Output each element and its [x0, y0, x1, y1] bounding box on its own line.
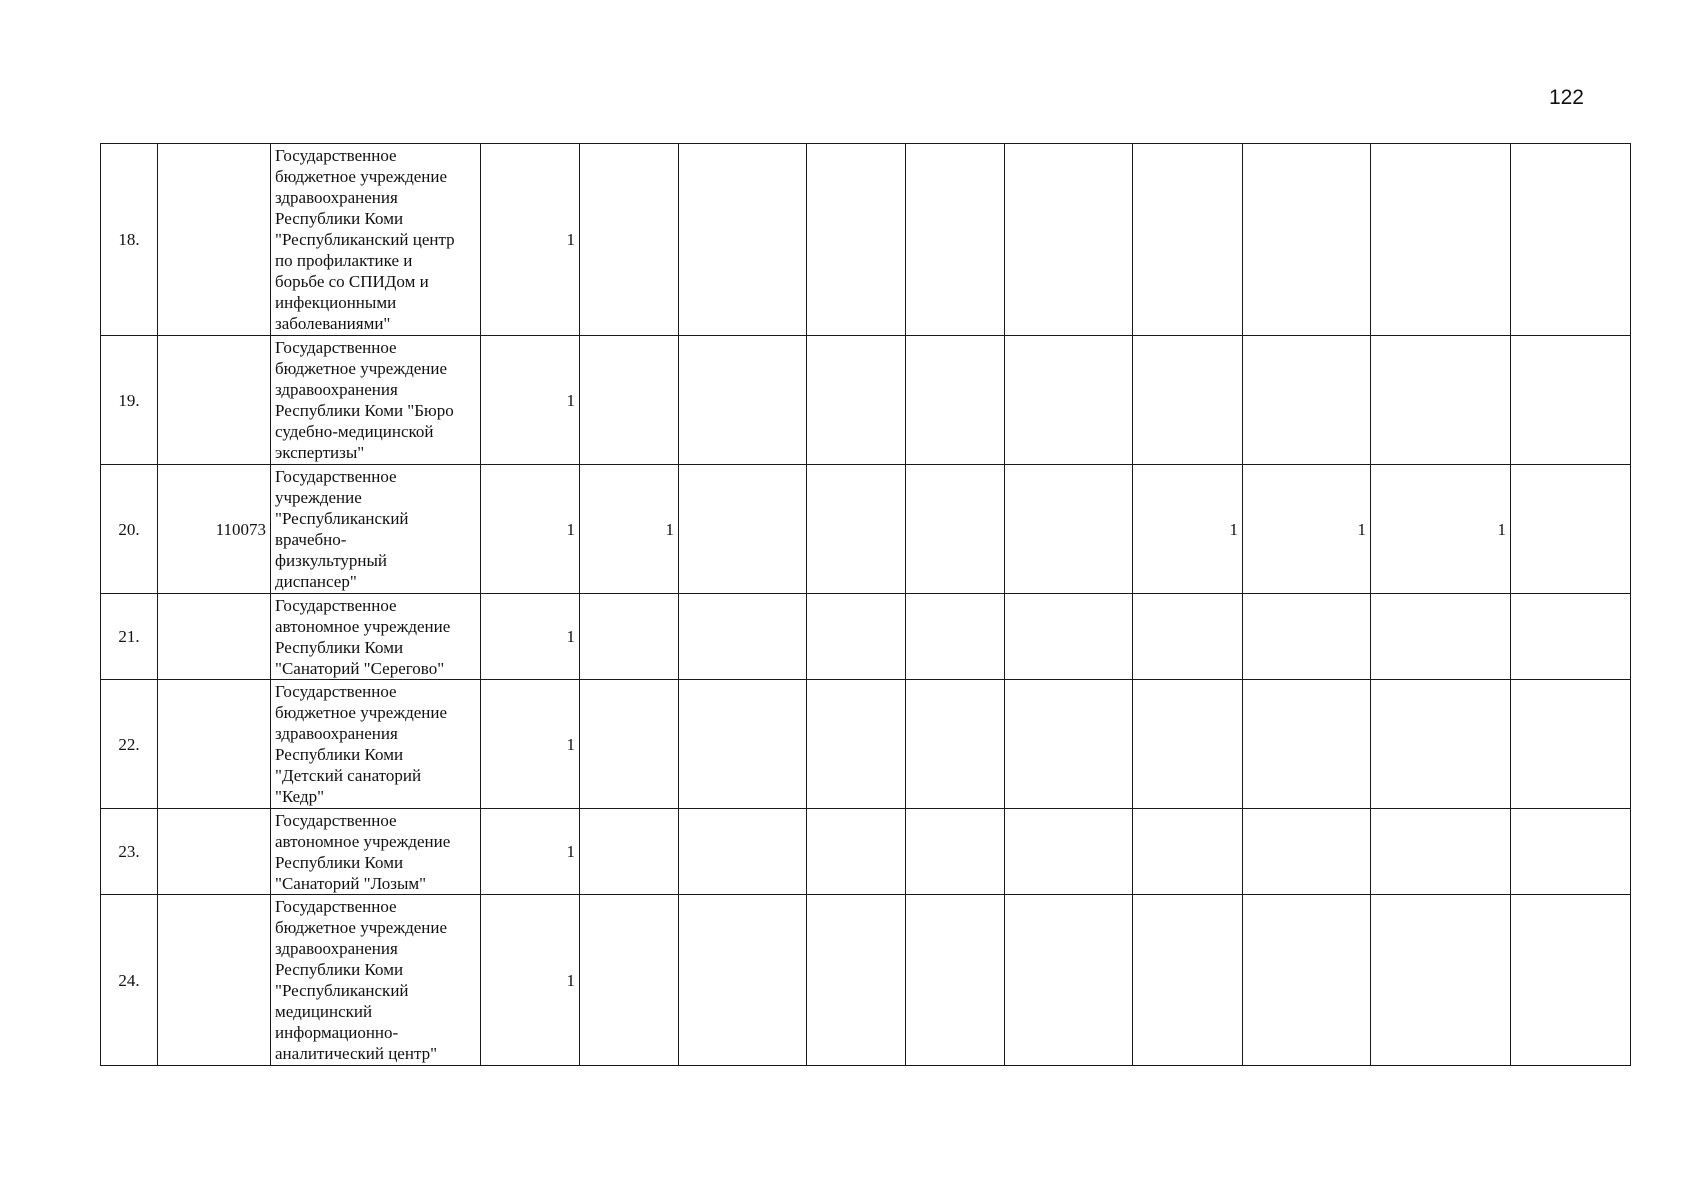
value-cell	[906, 809, 1005, 895]
value-cell	[1133, 680, 1243, 809]
value-cell: 1	[580, 465, 679, 594]
value-cell	[1005, 336, 1133, 465]
value-cell	[1005, 895, 1133, 1066]
institution-name: Государственное бюджетное учреждение здравоохранения Республики Коми "Детский санаторий "Кедр"	[271, 680, 481, 809]
page-number: 122	[1548, 86, 1584, 109]
value-cell	[807, 144, 906, 336]
table-row	[101, 895, 1631, 1066]
value-cell	[807, 809, 906, 895]
value-cell	[1005, 465, 1133, 594]
value-cell	[1511, 680, 1631, 809]
row-number: 18.	[101, 144, 158, 336]
value-cell	[679, 594, 807, 680]
table-row	[101, 809, 1631, 895]
value-cell	[1243, 680, 1371, 809]
value-cell	[679, 680, 807, 809]
value-cell	[906, 465, 1005, 594]
value-cell	[906, 144, 1005, 336]
value-cell	[1511, 594, 1631, 680]
value-cell: 1	[481, 465, 580, 594]
institution-name: Государственное бюджетное учреждение здравоохранения Республики Коми "Бюро судебно-медицинской экспертизы"	[271, 336, 481, 465]
table-row	[101, 594, 1631, 680]
row-code	[158, 336, 271, 465]
value-cell	[1133, 594, 1243, 680]
value-cell	[580, 809, 679, 895]
row-code: 110073	[158, 465, 271, 594]
value-cell	[1511, 336, 1631, 465]
row-code	[158, 594, 271, 680]
value-cell	[1371, 895, 1511, 1066]
value-cell	[580, 594, 679, 680]
value-cell	[906, 594, 1005, 680]
table-row	[101, 465, 1631, 594]
value-cell	[906, 336, 1005, 465]
value-cell	[1511, 465, 1631, 594]
row-code	[158, 680, 271, 809]
row-code	[158, 809, 271, 895]
value-cell	[906, 680, 1005, 809]
value-cell	[807, 680, 906, 809]
value-cell	[1005, 594, 1133, 680]
value-cell: 1	[481, 895, 580, 1066]
table-row	[101, 336, 1631, 465]
value-cell	[1133, 336, 1243, 465]
value-cell	[580, 336, 679, 465]
row-number: 19.	[101, 336, 158, 465]
value-cell: 1	[1243, 465, 1371, 594]
value-cell	[1005, 680, 1133, 809]
value-cell: 1	[481, 680, 580, 809]
institution-name: Государственное автономное учреждение Республики Коми "Санаторий "Лозым"	[271, 809, 481, 895]
value-cell	[1371, 680, 1511, 809]
value-cell: 1	[481, 144, 580, 336]
value-cell	[1243, 594, 1371, 680]
value-cell	[1005, 809, 1133, 895]
value-cell	[807, 336, 906, 465]
value-cell	[1243, 336, 1371, 465]
value-cell	[1371, 144, 1511, 336]
value-cell	[1371, 809, 1511, 895]
value-cell	[679, 895, 807, 1066]
value-cell: 1	[481, 809, 580, 895]
institution-name: Государственное учреждение "Республиканский врачебно- физкультурный диспансер"	[271, 465, 481, 594]
table-row	[101, 144, 1631, 336]
institution-name: Государственное бюджетное учреждение здравоохранения Республики Коми "Республиканский медицинский информационно- аналитический центр"	[271, 895, 481, 1066]
value-cell	[580, 895, 679, 1066]
value-cell	[1133, 895, 1243, 1066]
value-cell	[580, 680, 679, 809]
value-cell	[1511, 809, 1631, 895]
institution-name: Государственное бюджетное учреждение здравоохранения Республики Коми "Республиканский центр по профилактике и борьбе со СПИДом и инфекционными заболеваниями"	[271, 144, 481, 336]
value-cell: 1	[1371, 465, 1511, 594]
value-cell	[1133, 809, 1243, 895]
value-cell	[906, 895, 1005, 1066]
value-cell	[1511, 895, 1631, 1066]
value-cell	[679, 465, 807, 594]
row-number: 22.	[101, 680, 158, 809]
value-cell	[1243, 809, 1371, 895]
row-number: 23.	[101, 809, 158, 895]
value-cell	[580, 144, 679, 336]
value-cell	[807, 895, 906, 1066]
value-cell	[807, 465, 906, 594]
value-cell	[807, 594, 906, 680]
value-cell: 1	[1133, 465, 1243, 594]
value-cell	[679, 809, 807, 895]
row-code	[158, 895, 271, 1066]
row-number: 24.	[101, 895, 158, 1066]
row-code	[158, 144, 271, 336]
value-cell	[1243, 144, 1371, 336]
table-row	[101, 680, 1631, 809]
value-cell: 1	[481, 594, 580, 680]
value-cell	[679, 336, 807, 465]
value-cell	[1511, 144, 1631, 336]
value-cell	[679, 144, 807, 336]
value-cell	[1371, 336, 1511, 465]
row-number: 20.	[101, 465, 158, 594]
data-table	[100, 143, 1631, 1066]
table-body	[101, 144, 1631, 1066]
value-cell	[1133, 144, 1243, 336]
institution-name: Государственное автономное учреждение Республики Коми "Санаторий "Серегово"	[271, 594, 481, 680]
row-number: 21.	[101, 594, 158, 680]
value-cell	[1005, 144, 1133, 336]
value-cell	[1371, 594, 1511, 680]
value-cell: 1	[481, 336, 580, 465]
value-cell	[1243, 895, 1371, 1066]
